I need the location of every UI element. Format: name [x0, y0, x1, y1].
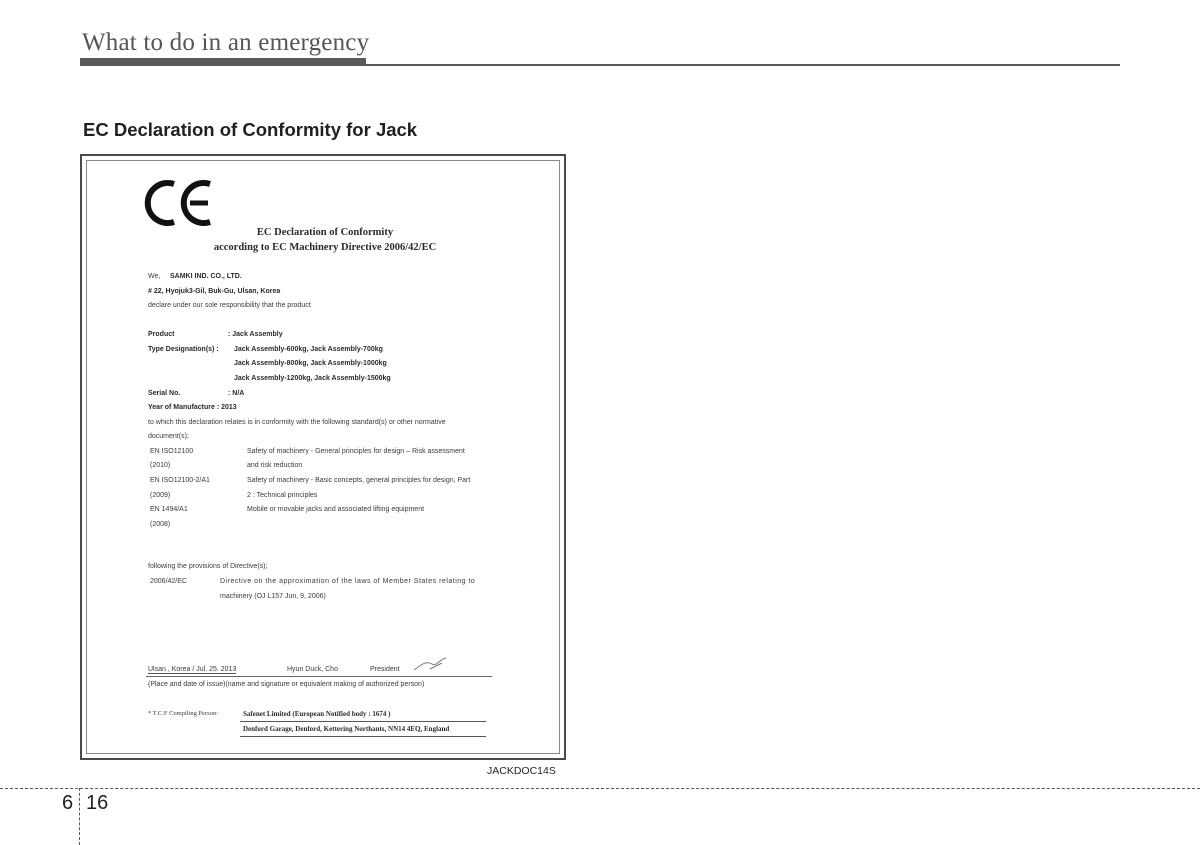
- provisions-label: following the provisions of Directive(s);: [148, 563, 268, 570]
- product-label: Product: [148, 331, 175, 338]
- standard-description: and risk reduction: [247, 462, 303, 469]
- page-number: 16: [86, 792, 109, 814]
- standard-code: EN ISO12100-2/A1: [150, 477, 210, 484]
- tcf-value: Safenet Limited (European Notified body : 1674 ): [243, 710, 391, 718]
- standard-year: (2008): [150, 521, 171, 528]
- footer-dashed-divider: [79, 788, 80, 845]
- standard-year: (2010): [150, 462, 171, 469]
- signature-icon: [412, 654, 452, 674]
- directive-description-line2: machinery (OJ L157 Jun, 9, 2006): [220, 593, 326, 600]
- standard-description: Safety of machinery - General principles for design – Risk assessment: [247, 448, 465, 455]
- tcf-address: Denford Garage, Denford, Kettering Northants, NN14 4EQ, England: [243, 725, 450, 733]
- type-line: Jack Assembly-600kg, Jack Assembly-700kg: [234, 346, 383, 353]
- standard-description: 2 : Technical principles: [247, 492, 318, 499]
- year-of-manufacture: Year of Manufacture : 2013: [148, 404, 237, 411]
- type-line: Jack Assembly-1200kg, Jack Assembly-1500kg: [234, 375, 391, 382]
- declaration-figure: [80, 154, 566, 760]
- standard-description: Mobile or movable jacks and associated lifting equipment: [247, 506, 425, 513]
- standard-description: Safety of machinery - Basic concepts, general principles for design, Part: [247, 477, 471, 484]
- serial-value: : N/A: [228, 390, 245, 397]
- tcf-rule: [240, 736, 486, 737]
- tcf-label: * T.C.F Compiling Person:: [148, 710, 219, 717]
- standard-code: EN 1494/A1: [150, 506, 188, 513]
- chapter-number: 6: [62, 792, 74, 814]
- declaration-title-line1: EC Declaration of Conformity: [256, 227, 394, 238]
- signature-line: [146, 676, 492, 677]
- page-header-title: What to do in an emergency: [82, 29, 370, 56]
- directive-description-line1: Directive on the approximation of the laws of Member States relating to: [220, 578, 476, 585]
- serial-label: Serial No.: [148, 390, 181, 397]
- ce-mark-icon: [144, 176, 218, 230]
- type-label: Type Designation(s) :: [148, 346, 219, 353]
- header-rule-thin: [80, 64, 1120, 66]
- place-and-date: Ulsan , Korea / Jul. 25. 2013: [148, 666, 237, 673]
- directive-code: 2006/42/EC: [150, 578, 187, 585]
- section-title: EC Declaration of Conformity for Jack: [83, 119, 418, 140]
- we-label: We,: [148, 273, 161, 280]
- declare-text: declare under our sole responsibility that the product: [148, 302, 311, 309]
- conformity-text-line1: to which this declaration relates is in conformity with the following standard(s) or other normative: [148, 419, 446, 426]
- tcf-rule: [240, 721, 486, 722]
- signature-caption: (Place and date of issue)(name and signature or equivalent making of authorized person): [148, 681, 425, 688]
- footer-dashed-rule: [0, 788, 1200, 789]
- standard-code: EN ISO12100: [150, 448, 194, 455]
- company-name: SAMKI IND. CO., LTD.: [170, 273, 242, 280]
- standard-year: (2009): [150, 492, 171, 499]
- type-line: Jack Assembly-800kg, Jack Assembly-1000kg: [234, 360, 387, 367]
- figure-code: JACKDOC14S: [487, 765, 556, 777]
- signer-title: President: [370, 666, 400, 673]
- signer-name: Hyun Duck, Cho: [287, 666, 338, 673]
- company-address: # 22, Hyojuk3-Gil, Buk-Gu, Ulsan, Korea: [148, 288, 281, 295]
- declaration-title-line2: according to EC Machinery Directive 2006/42/EC: [213, 242, 437, 253]
- conformity-text-line2: document(s);: [148, 433, 189, 440]
- product-value: : Jack Assembly: [228, 331, 283, 338]
